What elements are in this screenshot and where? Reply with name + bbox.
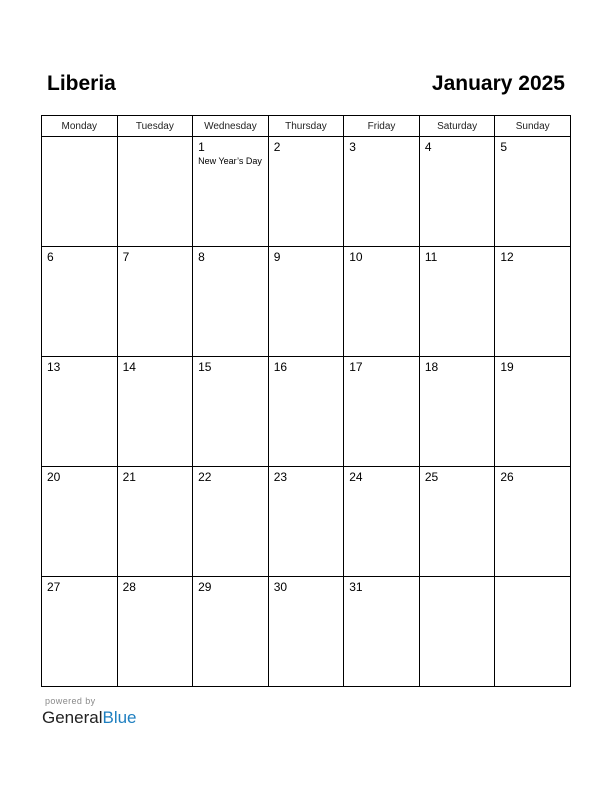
day-number: 11 (424, 250, 438, 264)
day-number: 30 (273, 580, 288, 594)
day-number: 16 (273, 360, 288, 374)
day-number: 15 (198, 360, 212, 374)
day-cell (344, 247, 420, 357)
day-number: 28 (122, 580, 136, 594)
powered-by-label: powered by (45, 696, 96, 706)
day-cell (268, 247, 344, 357)
weekday-wednesday: Wednesday (193, 116, 269, 137)
day-cell (268, 467, 344, 577)
week-row (42, 577, 571, 687)
day-number: 20 (47, 470, 61, 484)
day-number: 14 (122, 360, 136, 374)
day-number: 26 (500, 470, 514, 484)
day-cell (193, 577, 269, 687)
day-cell (117, 577, 193, 687)
day-number: 7 (122, 250, 130, 264)
day-number: 19 (500, 360, 514, 374)
day-cell (268, 577, 344, 687)
day-cell (42, 247, 118, 357)
country-title: Liberia (47, 72, 116, 95)
weekday-thursday: Thursday (268, 116, 344, 137)
weekday-friday: Friday (344, 116, 420, 137)
day-number: 17 (349, 360, 363, 374)
day-cell (495, 467, 571, 577)
calendar-body (42, 137, 571, 687)
day-cell (419, 247, 495, 357)
day-cell (117, 467, 193, 577)
day-cell (193, 357, 269, 467)
generalblue-logo[interactable] (42, 707, 137, 729)
calendar-grid (41, 115, 571, 687)
weekday-saturday: Saturday (419, 116, 495, 137)
day-number: 8 (198, 250, 205, 264)
day-number: 23 (273, 470, 288, 484)
week-row (42, 137, 571, 247)
day-number: 5 (500, 140, 508, 154)
day-number: 6 (47, 250, 54, 264)
holiday-label: New Year’s Day (198, 156, 262, 166)
week-row (42, 357, 571, 467)
day-cell (344, 577, 420, 687)
day-cell (344, 357, 420, 467)
day-cell (419, 357, 495, 467)
day-number: 21 (122, 470, 136, 484)
day-cell (495, 137, 571, 247)
day-cell (344, 137, 420, 247)
day-cell (193, 467, 269, 577)
day-cell (495, 357, 571, 467)
day-number: 3 (349, 140, 356, 154)
week-row (42, 247, 571, 357)
day-cell (268, 137, 344, 247)
month-year-title: January 2025 (431, 72, 565, 95)
day-number: 9 (273, 250, 281, 264)
day-cell (42, 357, 118, 467)
day-cell (193, 247, 269, 357)
weekday-monday: Monday (42, 116, 118, 137)
weekday-tuesday: Tuesday (117, 116, 193, 137)
day-number: 29 (198, 580, 212, 594)
day-cell (344, 467, 420, 577)
weekday-header-row (42, 116, 571, 137)
day-cell (419, 577, 495, 687)
day-cell (42, 577, 118, 687)
day-cell (495, 247, 571, 357)
day-number: 25 (424, 470, 439, 484)
weekday-sunday: Sunday (495, 116, 571, 137)
day-cell (495, 577, 571, 687)
brand-general: General (42, 708, 103, 727)
day-number: 18 (424, 360, 439, 374)
brand-blue: Blue (102, 708, 137, 727)
day-number: 24 (349, 470, 363, 484)
day-number: 27 (47, 580, 61, 594)
day-cell (419, 467, 495, 577)
day-number: 2 (273, 140, 281, 154)
day-cell (193, 137, 269, 247)
day-number: 31 (349, 580, 363, 594)
day-cell (419, 137, 495, 247)
day-cell (268, 357, 344, 467)
day-cell (117, 137, 193, 247)
day-cell (42, 137, 118, 247)
day-number: 13 (47, 360, 61, 374)
day-number: 1 (198, 140, 205, 154)
day-cell (117, 247, 193, 357)
day-cell (42, 467, 118, 577)
week-row (42, 467, 571, 577)
day-number: 12 (500, 250, 514, 264)
day-number: 10 (349, 250, 363, 264)
day-number: 4 (424, 140, 432, 154)
day-cell (117, 357, 193, 467)
day-number: 22 (198, 470, 212, 484)
